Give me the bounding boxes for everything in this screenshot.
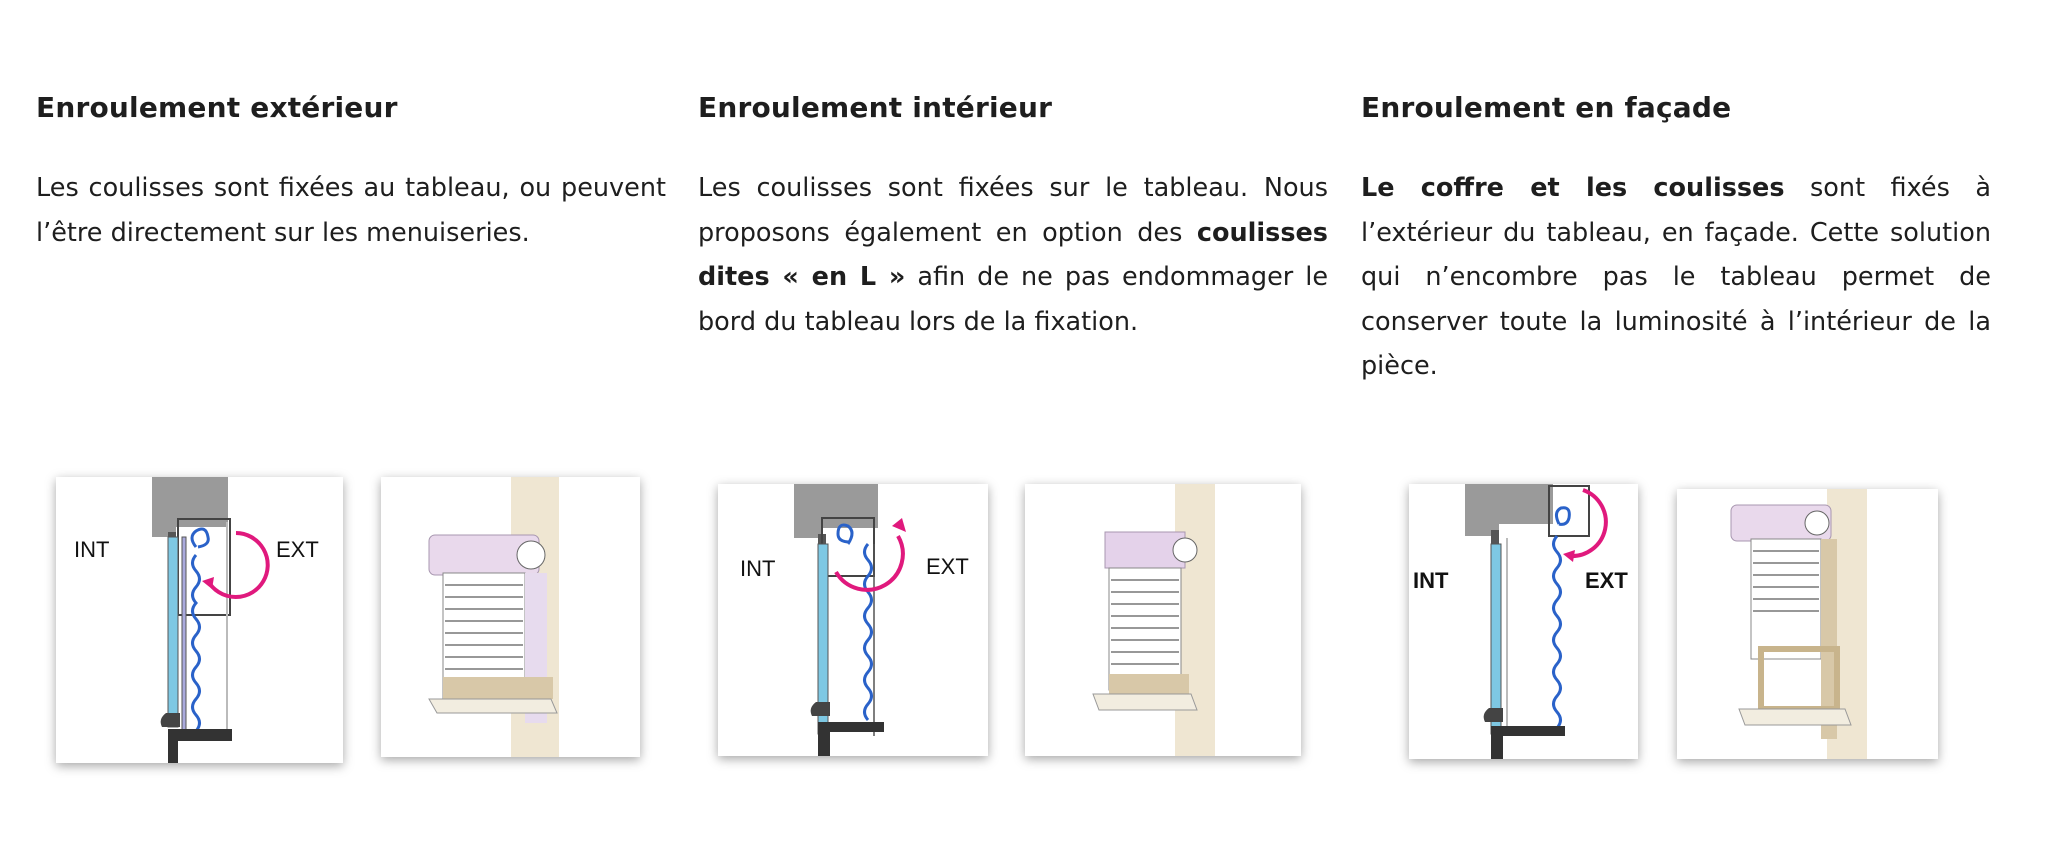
cross-section-diagram (1409, 484, 1638, 759)
section-title: Enroulement extérieur (36, 91, 398, 124)
section-interior (698, 88, 1328, 344)
shutter-illustration-facade (1677, 489, 1938, 759)
diagram-exterior-section (56, 477, 343, 763)
section-exterior (36, 88, 666, 255)
shutter-3d-illustration (1677, 489, 1938, 759)
int-label: INT (1413, 568, 1449, 593)
int-label: INT (74, 537, 110, 562)
section-text: Les coulisses sont fixées sur le tableau. Nous proposons également en option des coulisses dites « en L » afin de ne pas endommager le bord du tableau lors de la fixation. (698, 173, 1329, 337)
section-title: Enroulement intérieur (698, 91, 1053, 124)
ext-label: EXT (276, 537, 319, 562)
shutter-3d-illustration (1025, 484, 1301, 756)
section-facade (1361, 88, 1991, 389)
ext-label: EXT (926, 554, 969, 579)
ext-label: EXT (1585, 568, 1628, 593)
section-title: Enroulement en façade (1361, 91, 1732, 124)
cross-section-diagram (718, 484, 988, 756)
section-text: Les coulisses sont fixées au tableau, ou peuvent l’être directement sur les menuiseries. (36, 173, 666, 248)
section-text: Le coffre et les coulisses sont fixés à l’extérieur du tableau, en façade. Cette solution qui n’encombre pas le tableau permet de conserver toute la luminosité à l’intérieur de la pièce. (1361, 173, 1991, 381)
int-label: INT (740, 556, 776, 581)
diagram-interior-section (718, 484, 988, 756)
shutter-illustration-interior (1025, 484, 1301, 756)
bold-term: coulisses dites « en L » (698, 217, 1328, 292)
shutter-illustration-exterior (381, 477, 640, 757)
bold-term: Le coffre et les coulisses (1361, 173, 1785, 203)
shutter-3d-illustration (381, 477, 640, 757)
diagram-facade-section (1409, 484, 1638, 759)
cross-section-diagram (56, 477, 343, 763)
